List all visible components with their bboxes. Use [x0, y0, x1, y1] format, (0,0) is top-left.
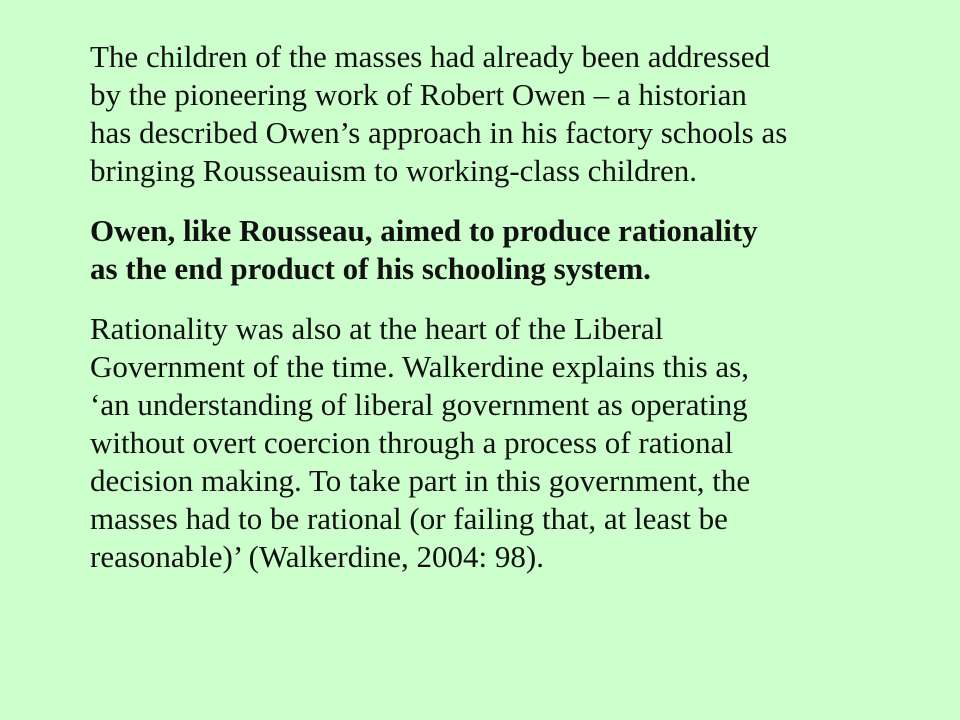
paragraph-rationality-emphasis: Owen, like Rousseau, aimed to produce rationality as the end product of his schooling system. — [90, 213, 758, 286]
paragraph-liberal-government: Rationality was also at the heart of the Liberal Government of the time. Walkerdine explains this as, ‘an understanding of liberal government as operating without overt coercion through a process of rational decision making. To take part in this government, the masses had to be rational (or failing that, at least be reasonable)’ (Walkerdine, 2004: 98). — [90, 311, 751, 574]
paragraph-owen-intro: The children of the masses had already been addressed by the pioneering work of Robert Owen – a historian has described Owen’s approach in his factory schools as bringing Rousseauism to working-class children. — [90, 39, 788, 188]
